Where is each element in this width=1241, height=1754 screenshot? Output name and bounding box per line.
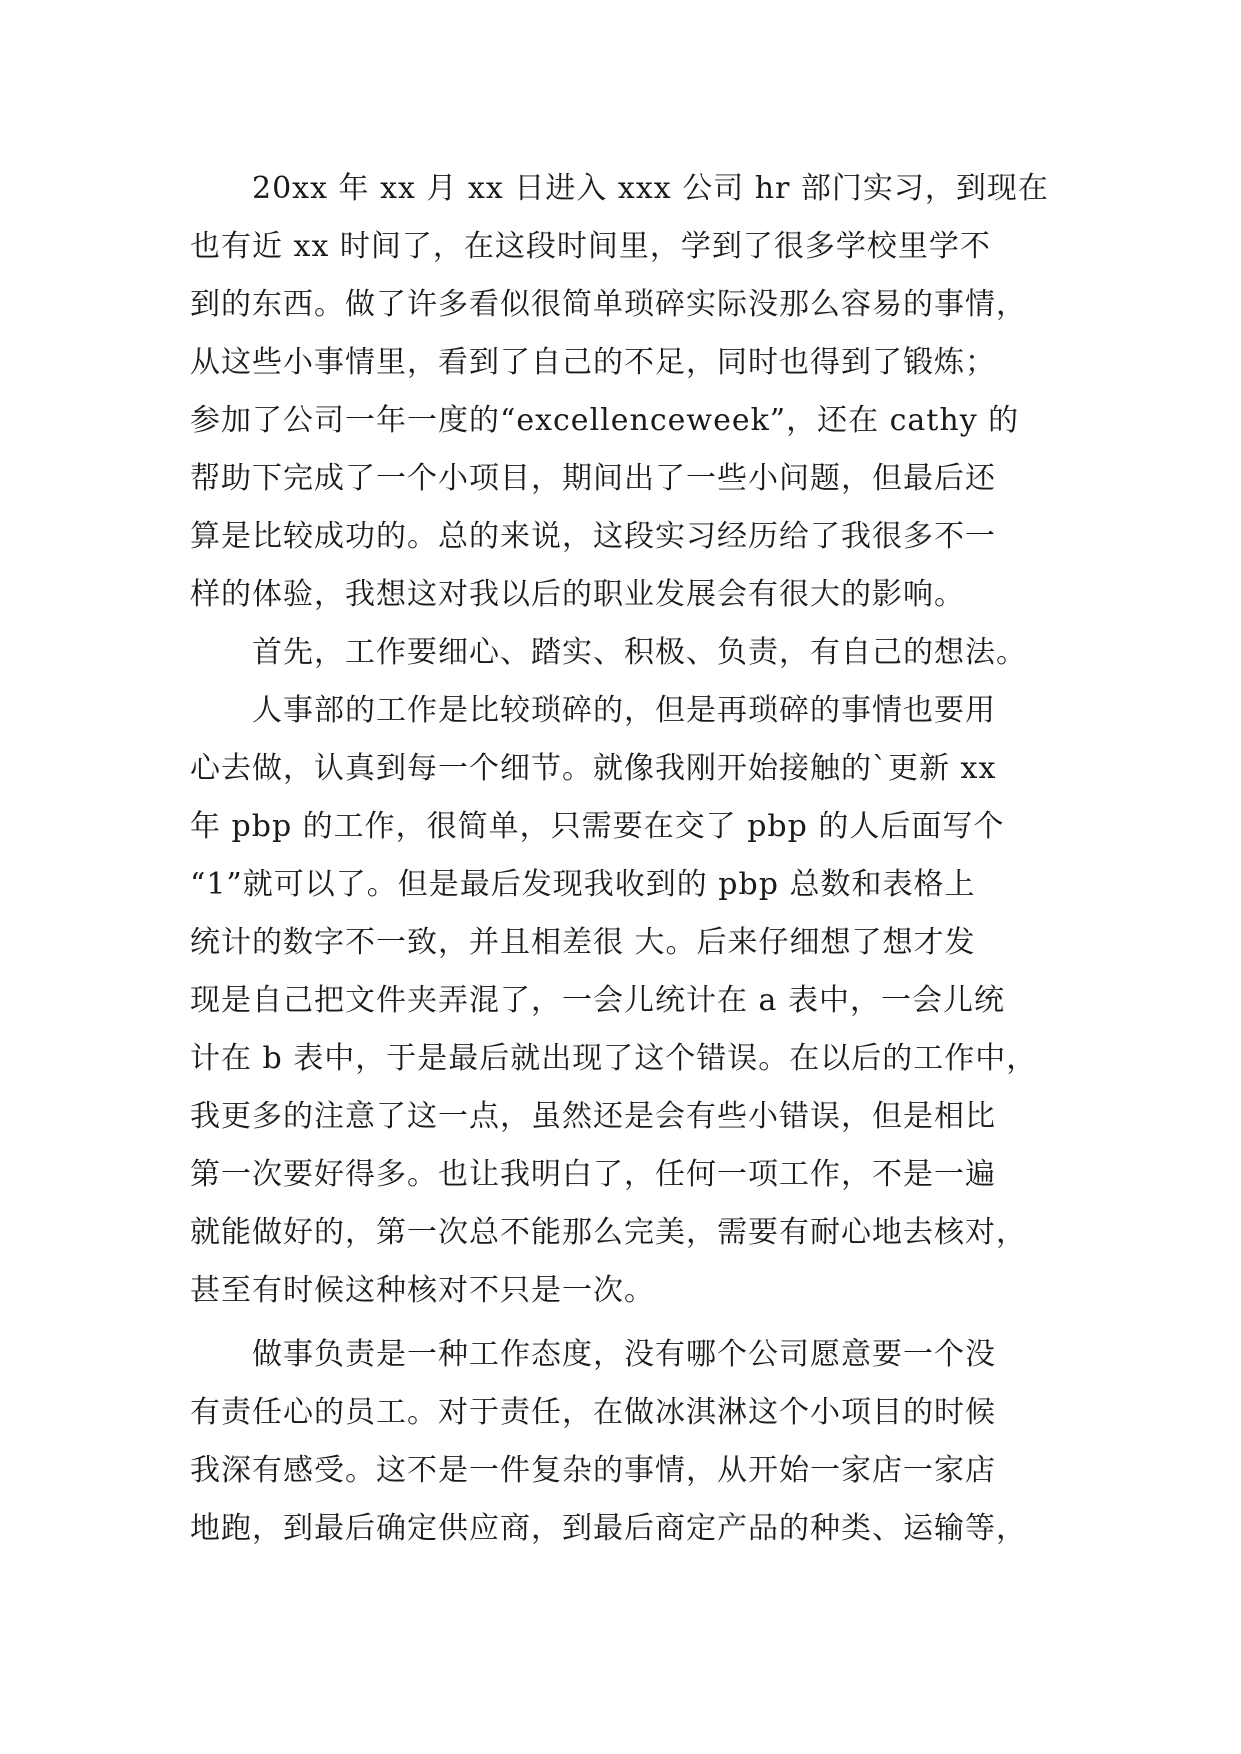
text-line: 现是自己把文件夹弄混了，一会儿统计在 a 表中，一会儿统 xyxy=(190,983,1005,1018)
text-line: 统计的数字不一致，并且相差很 大。后来仔细想了想才发 xyxy=(190,925,976,960)
text-line: 第一次要好得多。也让我明白了，任何一项工作，不是一遍 xyxy=(190,1157,996,1192)
text-line: 也有近 xx 时间了，在这段时间里，学到了很多学校里学不 xyxy=(190,229,991,264)
text-line: 地跑，到最后确定供应商，到最后商定产品的种类、运输等， xyxy=(190,1511,1027,1546)
text-line: 甚至有时候这种核对不只是一次。 xyxy=(190,1273,655,1308)
text-line: 参加了公司一年一度的“excellenceweek”，还在 cathy 的 xyxy=(190,403,1020,438)
text-line: 心去做，认真到每一个细节。就像我刚开始接触的`更新 xx xyxy=(190,751,997,786)
text-line: 人事部的工作是比较琐碎的，但是再琐碎的事情也要用 xyxy=(252,693,996,728)
text-line: 有责任心的员工。对于责任，在做冰淇淋这个小项目的时候 xyxy=(190,1395,996,1430)
text-line: 从这些小事情里，看到了自己的不足，同时也得到了锻炼； xyxy=(190,345,996,380)
text-line: “1”就可以了。但是最后发现我收到的 pbp 总数和表格上 xyxy=(190,867,976,902)
text-line: 年 pbp 的工作，很简单，只需要在交了 pbp 的人后面写个 xyxy=(190,809,1005,844)
text-line: 就能做好的，第一次总不能那么完美，需要有耐心地去核对， xyxy=(190,1215,1027,1250)
text-line: 我更多的注意了这一点，虽然还是会有些小错误，但是相比 xyxy=(190,1099,996,1134)
document-body xyxy=(190,160,1070,1558)
text-line: 我深有感受。这不是一件复杂的事情，从开始一家店一家店 xyxy=(190,1453,996,1488)
text-line: 做事负责是一种工作态度，没有哪个公司愿意要一个没 xyxy=(252,1337,996,1372)
text-line: 帮助下完成了一个小项目，期间出了一些小问题，但最后还 xyxy=(190,461,996,496)
text-line: 首先，工作要细心、踏实、积极、负责，有自己的想法。 xyxy=(252,635,1027,670)
text-line: 到的东西。做了许多看似很简单琐碎实际没那么容易的事情， xyxy=(190,287,1027,322)
text-line: 样的体验，我想这对我以后的职业发展会有很大的影响。 xyxy=(190,577,965,612)
text-line: 算是比较成功的。总的来说，这段实习经历给了我很多不一 xyxy=(190,519,996,554)
text-line: 计在 b 表中，于是最后就出现了这个错误。在以后的工作中， xyxy=(190,1041,1038,1076)
text-line: 20xx 年 xx 月 xx 日进入 xxx 公司 hr 部门实习，到现在 xyxy=(252,171,1049,206)
